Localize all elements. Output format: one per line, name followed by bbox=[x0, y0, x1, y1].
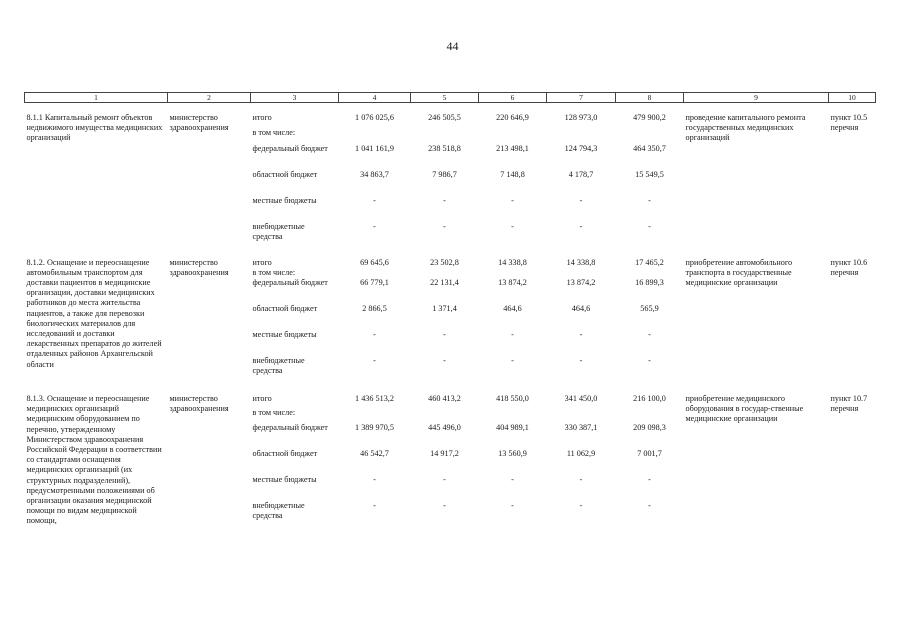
column-header: 5 bbox=[411, 93, 479, 103]
value-year: 128 973,0 bbox=[564, 113, 598, 122]
value-year: - bbox=[579, 195, 583, 205]
value-total: 1 041 161,9 bbox=[355, 143, 394, 153]
funding-source: внебюджетные средства bbox=[252, 221, 305, 241]
value-year: 565,9 bbox=[640, 304, 659, 314]
value-year: 13 560,9 bbox=[498, 448, 527, 458]
funding-source: областной бюджет bbox=[252, 448, 318, 458]
value-year: 14 917,2 bbox=[430, 448, 459, 458]
value-total: - bbox=[373, 500, 376, 510]
table-row bbox=[25, 258, 876, 268]
value-year: - bbox=[443, 474, 446, 484]
section-8-1-2 bbox=[25, 248, 876, 384]
value-year: 418 550,0 bbox=[496, 394, 529, 404]
expected-result: приобретение медицинского оборудования в государ-ственные медицинские организации bbox=[685, 394, 804, 424]
table-row bbox=[25, 222, 876, 248]
value-year: 464,6 bbox=[571, 304, 591, 314]
value-year: 124 794,3 bbox=[564, 143, 598, 153]
value-total: - bbox=[373, 221, 376, 231]
value-total: 66 779,1 bbox=[360, 278, 389, 288]
value-year: - bbox=[648, 500, 651, 510]
funding-source: внебюджетные средства bbox=[252, 356, 305, 376]
column-header: 7 bbox=[547, 93, 616, 103]
value-total: 46 542,7 bbox=[360, 448, 389, 458]
value-year: 13 874,2 bbox=[566, 278, 596, 288]
value-year: 464,6 bbox=[503, 304, 522, 314]
funding-source: федеральный бюджет bbox=[252, 422, 328, 432]
value-year: 330 387,1 bbox=[564, 422, 598, 432]
column-header: 9 bbox=[684, 93, 829, 103]
value-year: 404 989,1 bbox=[496, 422, 529, 432]
value-year: - bbox=[443, 356, 446, 366]
value-year: - bbox=[443, 221, 446, 231]
activity-name: 8.1.2. Оснащение и переоснащение автомобильным транспортом для доставки пациентов в медицинские организации, доставки медицинских работников до места жительства пациентов, а также для перевозки биологических материалов для исследований и доставки лекарственных препаратов до жителей отдаленных районов Архангельской области bbox=[26, 257, 162, 369]
value-year: 464 350,7 bbox=[633, 143, 666, 153]
value-year: 22 131,4 bbox=[430, 278, 459, 288]
value-year: - bbox=[511, 474, 514, 484]
value-year: 220 646,9 bbox=[496, 113, 529, 122]
value-year: 11 062,9 bbox=[566, 448, 596, 458]
value-year: - bbox=[648, 330, 651, 340]
value-year: 4 178,7 bbox=[568, 169, 594, 179]
table-row bbox=[25, 170, 876, 196]
value-year: - bbox=[648, 474, 651, 484]
reference: пункт 10.5 перечня bbox=[830, 113, 868, 133]
value-year: - bbox=[443, 500, 446, 510]
funding-source: местные бюджеты bbox=[252, 330, 317, 340]
value-year: 341 450,0 bbox=[564, 394, 598, 404]
section-8-1-1 bbox=[25, 103, 876, 248]
executor: министерство здравоохранения bbox=[169, 113, 229, 133]
value-year: 13 874,2 bbox=[498, 278, 527, 288]
value-year: - bbox=[511, 195, 514, 205]
value-year: 216 100,0 bbox=[633, 394, 666, 404]
executor: министерство здравоохранения bbox=[169, 257, 229, 277]
value-year: - bbox=[579, 356, 583, 366]
column-header: 10 bbox=[829, 93, 876, 103]
column-header: 1 bbox=[25, 93, 168, 103]
value-year: 7 001,7 bbox=[637, 448, 662, 458]
value-total: - bbox=[373, 330, 376, 340]
value-total: - bbox=[373, 356, 376, 366]
reference: пункт 10.6 перечня bbox=[830, 257, 868, 277]
value-year: 14 338,8 bbox=[498, 257, 527, 267]
funding-source: итого bbox=[252, 113, 272, 122]
column-header: 3 bbox=[251, 93, 339, 103]
funding-source: местные бюджеты bbox=[252, 195, 317, 205]
value-year: - bbox=[511, 330, 514, 340]
value-year: - bbox=[511, 356, 514, 366]
value-total: 2 866,5 bbox=[362, 304, 387, 314]
funding-source: внебюджетные средства bbox=[252, 500, 305, 520]
value-year: 209 098,3 bbox=[633, 422, 666, 432]
funding-source: федеральный бюджет bbox=[252, 278, 328, 288]
funding-source: в том числе: bbox=[252, 408, 296, 418]
column-header: 6 bbox=[479, 93, 547, 103]
value-year: - bbox=[648, 195, 651, 205]
value-total: - bbox=[373, 195, 376, 205]
value-year: - bbox=[443, 330, 446, 340]
table-row bbox=[25, 144, 876, 170]
activity-name: 8.1.1 Капитальный ремонт объектов недвижимого имущества медицинских организаций bbox=[26, 113, 163, 143]
column-header: 4 bbox=[339, 93, 411, 103]
expected-result: проведение капитального ремонта государственных медицинских организаций bbox=[685, 113, 806, 143]
value-year: 7 986,7 bbox=[432, 169, 457, 179]
value-year: 17 465,2 bbox=[635, 257, 664, 267]
activity-name: 8.1.3. Оснащение и переоснащение медицинских организаций медицинским оборудованием по перечню, утвержденному Министерством здравоохранения Российской Федерации в соответствии со стандартами оснащения медицинских организаций (их структурных подразделений), предусмотренными положениями об организации оказания медицинской помощи по видам медицинской помощи, bbox=[26, 394, 162, 526]
value-year: - bbox=[648, 356, 651, 366]
value-year: 460 413,2 bbox=[428, 394, 461, 404]
funding-source: федеральный бюджет bbox=[252, 143, 328, 153]
value-year: 14 338,8 bbox=[566, 257, 596, 267]
header-row bbox=[25, 93, 876, 103]
value-year: 1 371,4 bbox=[432, 304, 457, 314]
value-year: 238 518,8 bbox=[428, 143, 461, 153]
value-year: 15 549,5 bbox=[635, 169, 664, 179]
value-year: 213 498,1 bbox=[496, 143, 529, 153]
section-8-1-3 bbox=[25, 384, 876, 527]
value-year: - bbox=[579, 330, 583, 340]
value-total: 1 076 025,6 bbox=[355, 113, 394, 122]
value-year: - bbox=[511, 500, 514, 510]
table-row bbox=[25, 113, 876, 128]
value-year: 246 505,5 bbox=[428, 113, 461, 122]
value-year: - bbox=[579, 500, 583, 510]
funding-source: итого bbox=[252, 394, 272, 404]
value-total: 34 863,7 bbox=[360, 169, 389, 179]
reference: пункт 10.7 перечня bbox=[830, 394, 868, 414]
budget-table bbox=[24, 92, 876, 527]
funding-source: в том числе: bbox=[252, 267, 296, 277]
value-year: - bbox=[443, 195, 446, 205]
page-number: 44 bbox=[446, 39, 459, 53]
funding-source: местные бюджеты bbox=[252, 474, 317, 484]
value-year: - bbox=[579, 221, 583, 231]
value-year: - bbox=[511, 221, 514, 231]
value-total: 1 436 513,2 bbox=[355, 394, 394, 404]
value-total: - bbox=[373, 474, 376, 484]
value-year: - bbox=[648, 221, 651, 231]
value-total: 1 389 970,5 bbox=[355, 422, 394, 432]
column-header: 8 bbox=[616, 93, 684, 103]
funding-source: итого bbox=[252, 257, 272, 267]
table-row bbox=[25, 196, 876, 222]
value-year: 23 502,8 bbox=[430, 257, 459, 267]
funding-source: областной бюджет bbox=[252, 169, 318, 179]
table-row bbox=[25, 394, 876, 408]
value-year: 479 900,2 bbox=[633, 113, 666, 122]
expected-result: приобретение автомобильного транспорта в государственные медицинские организации bbox=[685, 257, 793, 288]
executor: министерство здравоохранения bbox=[169, 394, 229, 414]
funding-source: областной бюджет bbox=[252, 304, 318, 314]
column-header: 2 bbox=[168, 93, 251, 103]
funding-source: в том числе: bbox=[252, 128, 296, 138]
value-year: - bbox=[579, 474, 583, 484]
value-year: 445 496,0 bbox=[428, 422, 461, 432]
value-year: 7 148,8 bbox=[500, 169, 525, 179]
value-total: 69 645,6 bbox=[360, 257, 389, 267]
value-year: 16 899,3 bbox=[635, 278, 664, 288]
